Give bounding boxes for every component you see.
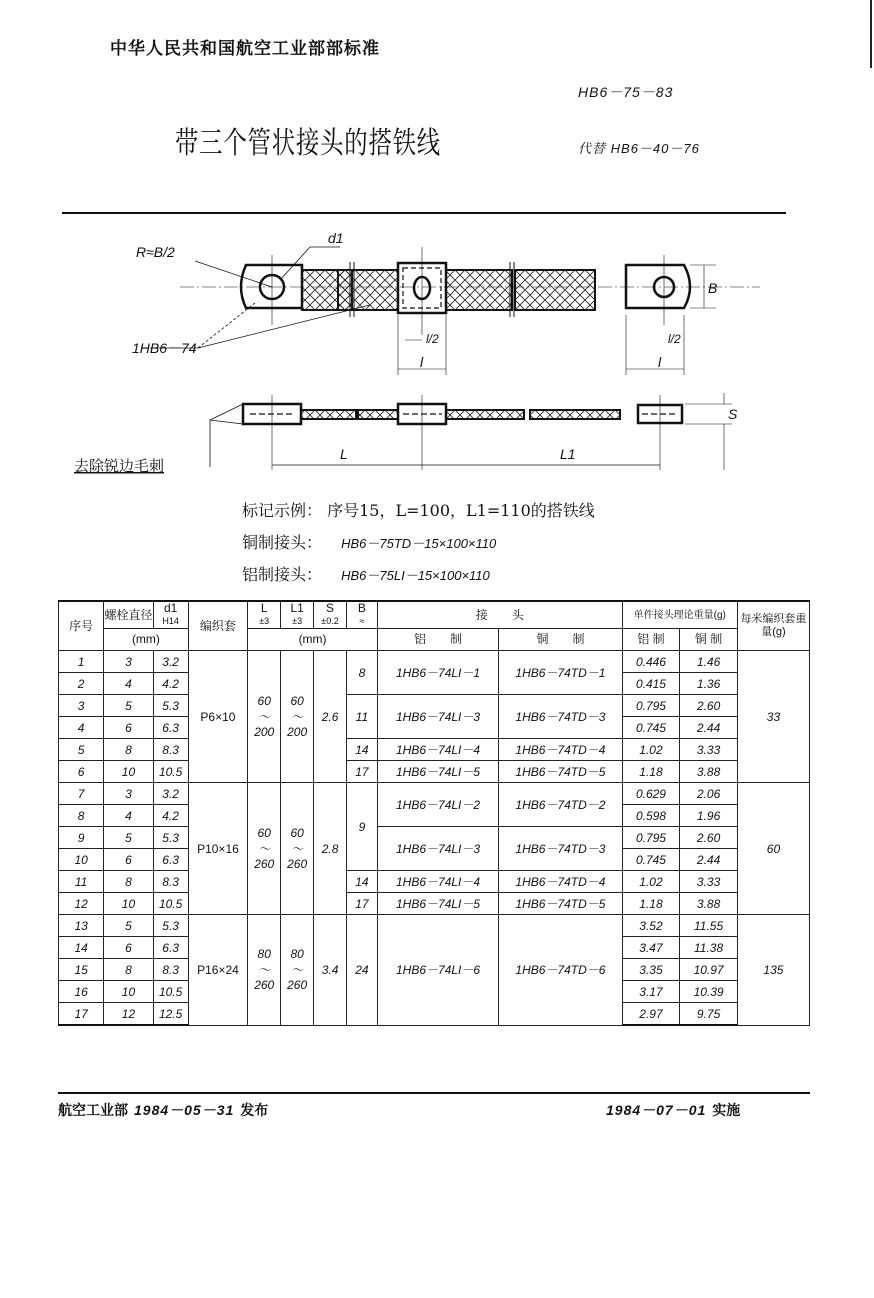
aluminum-joint-example <box>242 562 490 585</box>
label-joint-part: 1HB6－74 <box>132 340 197 356</box>
aluminum-joint-label: 铝制接头： <box>242 565 323 584</box>
svg-text:l/2: l/2 <box>668 332 681 346</box>
svg-text:l/2: l/2 <box>426 332 439 346</box>
table-row: 11 8 8.3 14 1HB6－74LI－4 1HB6－74TD－4 1.02 3.33 <box>59 871 810 893</box>
table-row: 9 5 5.3 1HB6－74LI－3 1HB6－74TD－3 0.795 2.60 <box>59 827 810 849</box>
unit-mm-1: (mm) <box>104 629 188 651</box>
label-deburr: 去除锐边毛刺 <box>74 457 165 475</box>
technical-drawing <box>60 225 760 480</box>
table-row: 14 6 6.3 3.47 11.38 <box>59 937 810 959</box>
col-weight: 单件接头理论重量(g) <box>622 601 737 629</box>
example-label: 标记示例： <box>242 501 323 520</box>
replaces-code: HB6－40－76 <box>610 141 700 156</box>
table-row: 8 4 4.2 0.598 1.96 <box>59 805 810 827</box>
table-row: 7 3 3.2 P10×16 60 ～ 260 60 ～ 260 2.8 9 1HB6－74LI－2 1HB6－74TD－2 0.629 2.06 60 <box>59 783 810 805</box>
svg-text:l: l <box>420 354 424 370</box>
document-title: 带三个管状接头的搭铁线 <box>175 126 441 161</box>
footer-rule <box>58 1092 810 1094</box>
col-joint-al: 铝 制 <box>377 629 498 651</box>
table-row: 15 8 8.3 3.35 10.97 <box>59 959 810 981</box>
effective-info <box>600 1100 740 1120</box>
svg-text:L1: L1 <box>560 446 576 462</box>
copper-joint-label: 铜制接头： <box>242 533 323 552</box>
col-sleeve: 编织套 <box>188 601 248 651</box>
col-d1: d1 H14 <box>153 601 188 629</box>
unit-mm-2: (mm) <box>248 629 378 651</box>
table-row: 6 10 10.5 17 1HB6－74LI－5 1HB6－74TD－5 1.18 3.88 <box>59 761 810 783</box>
svg-text:l: l <box>658 354 662 370</box>
table-row: 16 10 10.5 3.17 10.39 <box>59 981 810 1003</box>
table-row: 10 6 6.3 0.745 2.44 <box>59 849 810 871</box>
col-L1: L1 ±3 <box>281 601 314 629</box>
page-edge-mark <box>870 0 872 68</box>
specification-table <box>58 600 810 1026</box>
issue-date: 1984－05－31 <box>134 1102 235 1118</box>
effective-label: 实施 <box>712 1103 741 1119</box>
issuing-organization: 中华人民共和国航空工业部部标准 <box>110 39 380 59</box>
issue-info <box>58 1100 268 1120</box>
copper-joint-example <box>242 530 496 553</box>
col-B: B ≈ <box>346 601 377 629</box>
marking-example <box>242 498 595 521</box>
effective-date: 1984－07－01 <box>606 1102 707 1118</box>
table-row: 17 12 12.5 2.97 9.75 <box>59 1003 810 1026</box>
table-row: 1 3 3.2 P6×10 60 ～ 200 60 ～ 200 2.6 8 1HB6－74LI－1 1HB6－74TD－1 0.446 1.46 33 <box>59 651 810 673</box>
col-sleeve-weight: 每米编织套重量(g) <box>737 601 809 651</box>
col-joint-cu: 铜 制 <box>499 629 622 651</box>
standard-code: HB6－75－83 <box>578 84 674 100</box>
svg-text:S: S <box>728 406 738 422</box>
col-bolt-dia: 螺栓直径 <box>104 601 153 629</box>
issuer: 航空工业部 <box>58 1103 128 1119</box>
header-row-1 <box>59 601 810 629</box>
label-radius: R≈B/2 <box>136 244 175 260</box>
label-d1: d1 <box>328 230 344 246</box>
header-row-2 <box>59 629 810 651</box>
table-row: 4 6 6.3 0.745 2.44 <box>59 717 810 739</box>
example-text: 序号15，L=100，L1=110的搭铁线 <box>327 501 595 520</box>
table-row: 12 10 10.5 17 1HB6－74LI－5 1HB6－74TD－5 1.18 3.88 <box>59 893 810 915</box>
table-row: 5 8 8.3 14 1HB6－74LI－4 1HB6－74TD－4 1.02 3.33 <box>59 739 810 761</box>
col-weight-al: 铝 制 <box>622 629 680 651</box>
col-seq: 序号 <box>59 601 104 651</box>
col-joint: 接 头 <box>377 601 622 629</box>
replaces-line <box>578 138 700 157</box>
aluminum-joint-code: HB6－75LI－15×100×110 <box>341 568 490 583</box>
label-B: B <box>708 280 718 296</box>
issue-label: 发布 <box>240 1103 269 1119</box>
replaces-label: 代替 <box>578 141 607 156</box>
col-S: S ±0.2 <box>314 601 347 629</box>
table-row: 3 5 5.3 11 1HB6－74LI－3 1HB6－74TD－3 0.795 2.60 <box>59 695 810 717</box>
header-rule <box>62 212 786 214</box>
table-row: 13 5 5.3 P16×24 80 ～ 260 80 ～ 260 3.4 24 1HB6－74LI－6 1HB6－74TD－6 3.52 11.55 135 <box>59 915 810 937</box>
svg-text:L: L <box>340 446 348 462</box>
col-weight-cu: 铜 制 <box>680 629 738 651</box>
copper-joint-code: HB6－75TD－15×100×110 <box>341 536 497 551</box>
table-row: 2 4 4.2 0.415 1.36 <box>59 673 810 695</box>
col-L: L ±3 <box>248 601 281 629</box>
